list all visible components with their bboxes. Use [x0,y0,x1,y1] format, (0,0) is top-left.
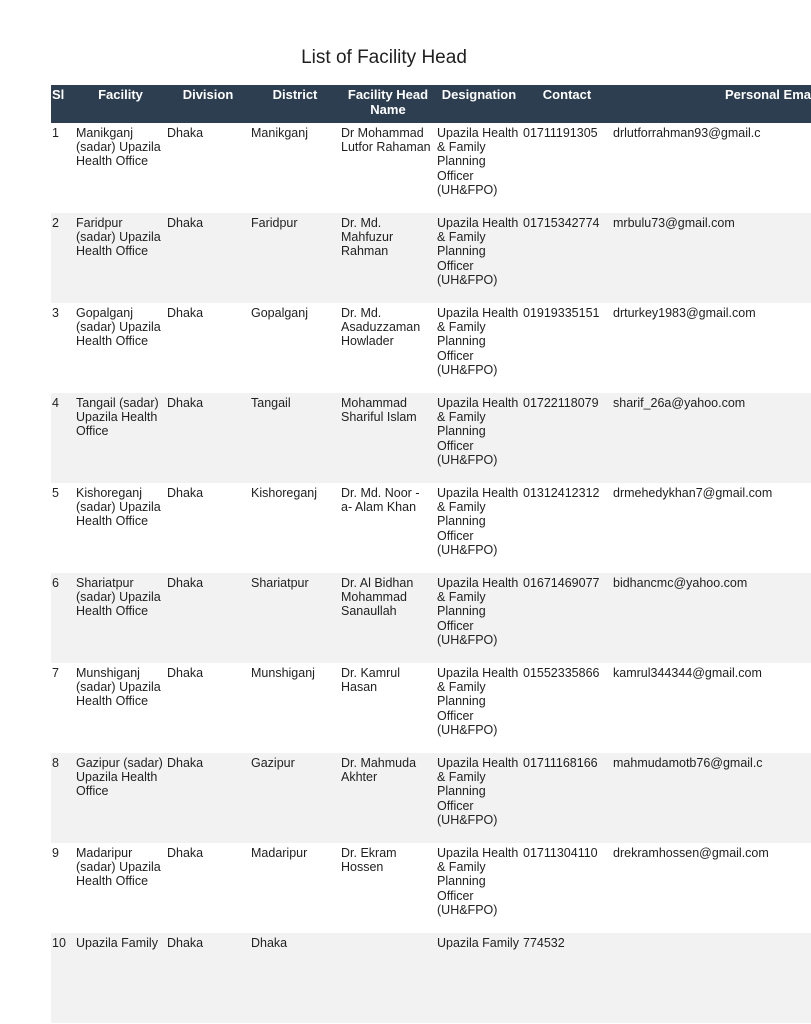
facility-table-container [51,85,811,1024]
cell-facility: Gopalganj (sadar) Upazila Health Office [76,306,161,349]
cell-contact: 01722118079 [522,393,612,483]
cell-head: Dr. Md. Noor - a- Alam Khan [341,486,420,515]
table-row [51,663,811,753]
col-header-designation: Designation [436,85,522,123]
table-row [51,933,811,1023]
cell-sl: 9 [52,846,59,860]
col-header-sl: Sl [51,85,75,123]
cell-sl: 7 [52,666,59,680]
cell-sl: 8 [51,753,75,843]
facility-head-table [51,85,811,1023]
cell-head: Dr. Md. Mahfuzur Rahman [340,213,436,303]
col-header-facility: Facility [75,85,166,123]
cell-designation: Upazila Health & Family Planning Officer (UH&FPO) [437,486,519,557]
cell-designation: Upazila Health & Family Planning Officer (UH&FPO) [437,666,519,737]
table-body [51,123,811,1023]
col-header-facility-head-name: Facility Head Name [340,85,436,123]
cell-email: drmehedykhan7@gmail.com [613,486,773,500]
cell-contact: 774532 [522,933,612,1023]
cell-division: Dhaka [167,666,204,680]
cell-contact: 01711168166 [522,753,612,843]
cell-designation: Upazila Health & Family Planning Officer (UH&FPO) [436,573,522,663]
cell-district: Gazipur [250,753,340,843]
cell-district: Kishoreganj [251,486,318,500]
cell-division: Dhaka [166,213,250,303]
cell-district: Gopalganj [251,306,308,320]
cell-district: Shariatpur [250,573,340,663]
cell-division: Dhaka [166,393,250,483]
cell-email: drlutforrahman93@gmail.c [613,126,761,140]
cell-contact: 01312412312 [523,486,600,500]
cell-district: Tangail [250,393,340,483]
cell-contact: 01715342774 [522,213,612,303]
table-row [51,213,811,303]
cell-sl: 4 [51,393,75,483]
cell-facility: Madaripur (sadar) Upazila Health Office [76,846,161,889]
cell-district: Madaripur [251,846,308,860]
table-row [51,393,811,483]
cell-designation: Upazila Family [436,933,522,1023]
table-row [51,573,811,663]
cell-head: Dr. Ekram Hossen [341,846,397,875]
cell-sl: 3 [52,306,59,320]
cell-sl: 10 [51,933,75,1023]
cell-facility: Shariatpur (sadar) Upazila Health Office [75,573,166,663]
cell-division: Dhaka [166,573,250,663]
table-row [51,753,811,843]
cell-facility: Manikganj (sadar) Upazila Health Office [76,126,161,169]
cell-facility: Tangail (sadar) Upazila Health Office [75,393,166,483]
cell-contact: 01671469077 [522,573,612,663]
cell-division: Dhaka [167,126,204,140]
cell-sl: 1 [52,126,59,140]
cell-designation: Upazila Health & Family Planning Officer (UH&FPO) [436,213,522,303]
cell-contact: 01711304110 [523,846,598,860]
page-title: List of Facility Head [301,47,467,68]
cell-email: bidhancmc@yahoo.com [612,573,811,663]
cell-sl: 5 [52,486,59,500]
cell-head: Dr. Md. Asaduzzaman Howlader [341,306,421,349]
table-row [51,123,811,213]
cell-district: Faridpur [250,213,340,303]
cell-email: sharif_26a@yahoo.com [612,393,811,483]
cell-district: Manikganj [251,126,308,140]
cell-email: kamrul344344@gmail.com [613,666,762,680]
cell-division: Dhaka [167,846,204,860]
cell-head: Dr. Al Bidhan Mohammad Sanaullah [340,573,436,663]
cell-facility: Gazipur (sadar) Upazila Health Office [75,753,166,843]
cell-email: drturkey1983@gmail.com [613,306,756,320]
cell-facility: Kishoreganj (sadar) Upazila Health Office [76,486,161,529]
cell-designation: Upazila Health & Family Planning Officer (UH&FPO) [437,126,519,197]
col-header-personal-email: Personal Ema [612,85,811,123]
cell-email: mrbulu73@gmail.com [612,213,811,303]
cell-designation: Upazila Health & Family Planning Officer (UH&FPO) [437,306,519,377]
cell-designation: Upazila Health & Family Planning Officer (UH&FPO) [436,393,522,483]
table-row [51,483,811,573]
cell-sl: 6 [51,573,75,663]
cell-division: Dhaka [166,753,250,843]
cell-facility: Munshiganj (sadar) Upazila Health Office [76,666,161,709]
cell-contact: 01711191305 [523,126,598,140]
table-row [51,843,811,933]
cell-division: Dhaka [166,933,250,1023]
col-header-division: Division [166,85,250,123]
cell-division: Dhaka [167,306,204,320]
cell-contact: 01919335151 [523,306,600,320]
cell-head [340,933,436,1023]
cell-facility: Upazila Family [75,933,166,1023]
cell-division: Dhaka [167,486,204,500]
cell-head: Dr. Mahmuda Akhter [340,753,436,843]
table-row [51,303,811,393]
table-header [51,85,811,123]
cell-designation: Upazila Health & Family Planning Officer (UH&FPO) [436,753,522,843]
col-header-contact: Contact [522,85,612,123]
cell-district: Dhaka [250,933,340,1023]
cell-facility: Faridpur (sadar) Upazila Health Office [75,213,166,303]
cell-designation: Upazila Health & Family Planning Officer (UH&FPO) [437,846,519,917]
cell-district: Munshiganj [251,666,315,680]
cell-email: drekramhossen@gmail.com [613,846,769,860]
cell-email [612,933,811,1023]
cell-email: mahmudamotb76@gmail.c [612,753,811,843]
cell-head: Mohammad Shariful Islam [340,393,436,483]
cell-sl: 2 [51,213,75,303]
cell-head: Dr. Kamrul Hasan [341,666,401,695]
col-header-district: District [250,85,340,123]
cell-contact: 01552335866 [523,666,600,680]
cell-head: Dr Mohammad Lutfor Rahaman [341,126,431,155]
